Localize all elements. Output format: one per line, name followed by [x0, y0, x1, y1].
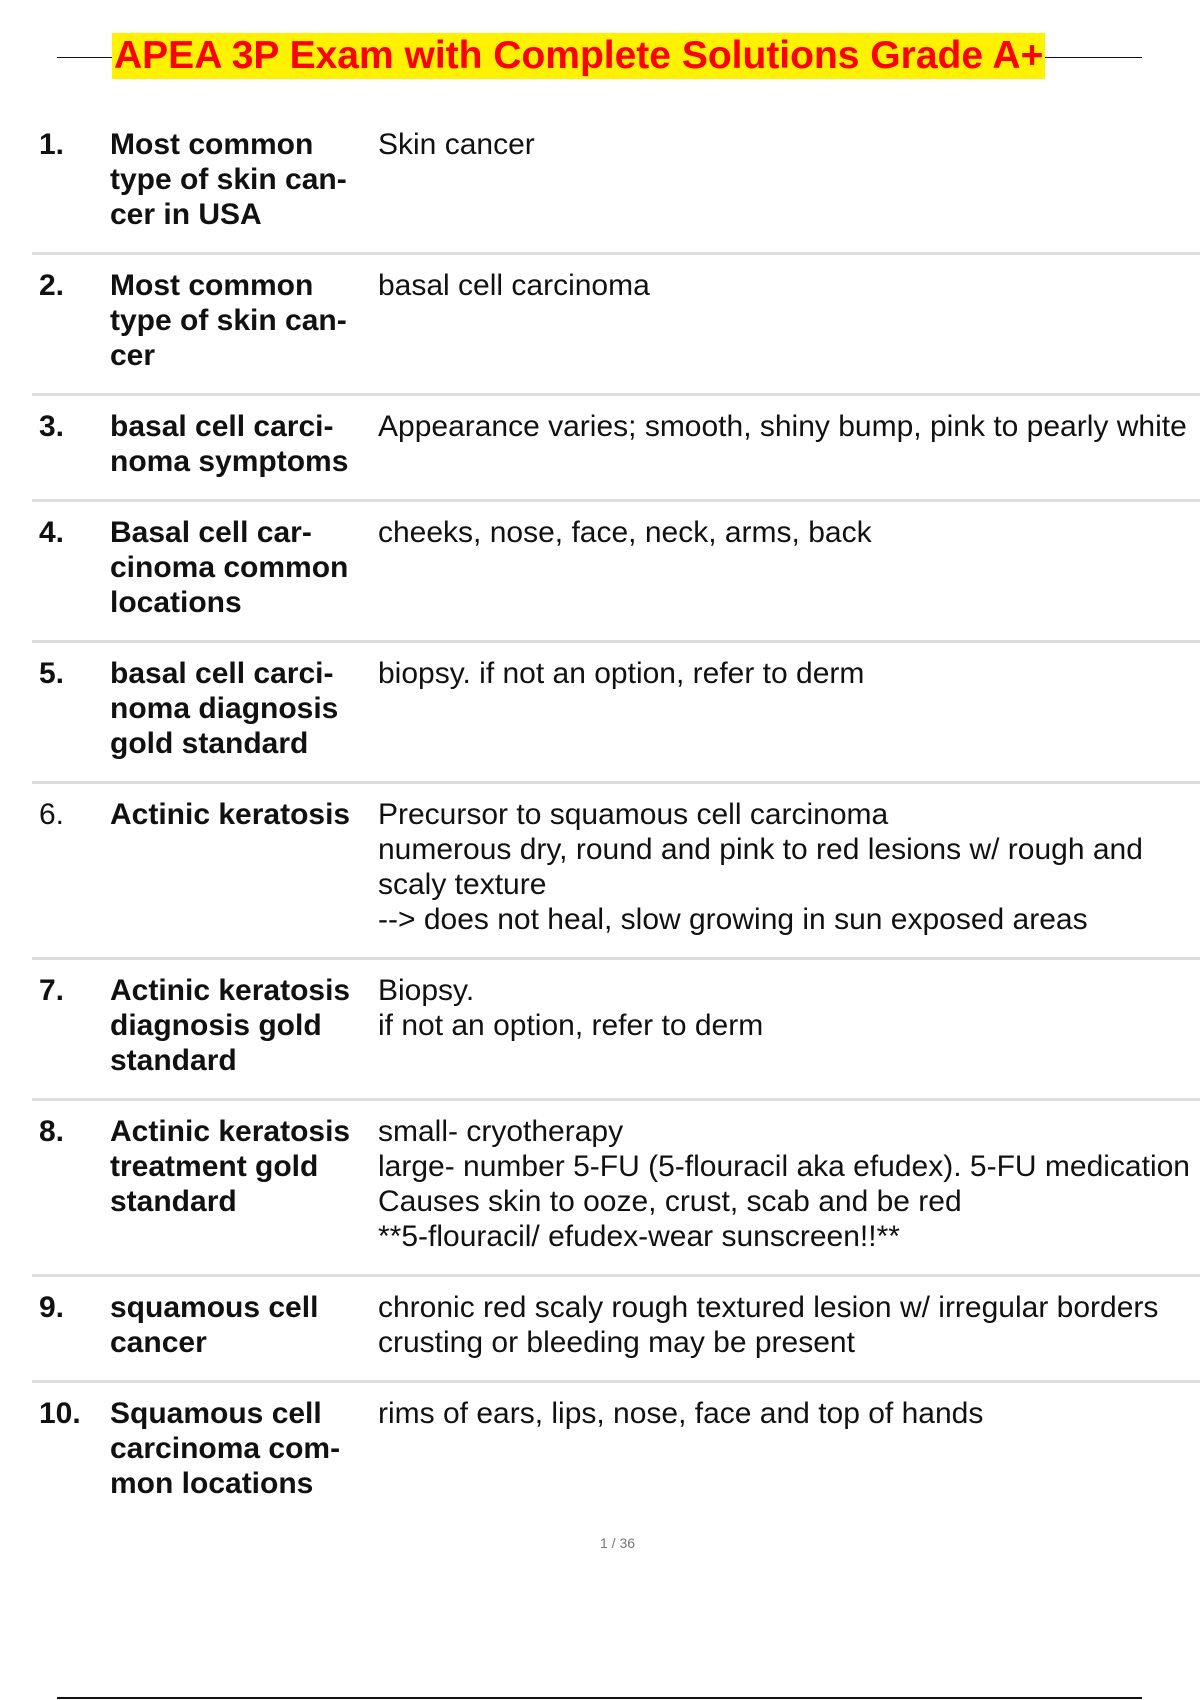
qa-item [32, 790, 1200, 960]
item-number: 1. [39, 128, 65, 161]
answer-line: crusting or bleeding may be present [378, 1326, 855, 1359]
answer-line: if not an option, refer to derm [378, 1009, 764, 1042]
qa-list [32, 120, 1200, 1527]
answer-line: basal cell carcinoma [378, 269, 650, 302]
item-answer [378, 515, 1200, 550]
item-number: 2. [39, 269, 65, 302]
item-answer [378, 797, 1200, 937]
qa-item [32, 261, 1200, 396]
document-title: APEA 3P Exam with Complete Solutions Grade A+ [114, 34, 1044, 77]
item-number: 5. [39, 657, 65, 690]
item-answer [378, 409, 1200, 444]
item-answer [378, 1290, 1200, 1360]
item-term: basal cell carcinoma symptoms [110, 410, 349, 478]
item-term: squamous cell cancer [110, 1291, 319, 1359]
answer-line: Biopsy. [378, 974, 475, 1007]
qa-item [32, 649, 1200, 784]
item-answer [378, 1114, 1200, 1254]
qa-item [32, 1283, 1200, 1383]
item-number: 6. [39, 798, 65, 831]
item-term: basal cell carcinoma diagnosis gold standard [110, 657, 339, 760]
item-answer [378, 127, 1200, 162]
item-answer [378, 656, 1200, 691]
item-term: Actinic keratosis [110, 798, 351, 831]
answer-line: biopsy. if not an option, refer to derm [378, 657, 865, 690]
item-number: 4. [39, 516, 65, 549]
answer-line: Appearance varies; smooth, shiny bump, pink to pearly white [378, 410, 1187, 443]
item-answer [378, 1396, 1200, 1431]
answer-line: **5-flouracil/ efudex-wear sunscreen!!** [378, 1220, 900, 1253]
document-header [57, 30, 1142, 82]
qa-item [32, 966, 1200, 1101]
footer-rule [57, 1697, 1142, 1699]
answer-line: --> does not heal, slow growing in sun exposed areas [378, 903, 1088, 936]
answer-line: rims of ears, lips, nose, face and top of hands [378, 1397, 984, 1430]
item-term: Most common type of skin cancer [110, 269, 347, 372]
qa-item [32, 508, 1200, 643]
item-term: Basal cell carcinoma common locations [110, 516, 349, 619]
answer-line: numerous dry, round and pink to red lesions w/ rough and scaly texture [378, 833, 1143, 901]
item-number: 3. [39, 410, 65, 443]
item-number: 7. [39, 974, 65, 1007]
qa-item [32, 402, 1200, 502]
item-number: 8. [39, 1115, 65, 1148]
item-answer [378, 973, 1200, 1043]
item-answer [378, 268, 1200, 303]
answer-line: Precursor to squamous cell carcinoma [378, 798, 889, 831]
item-term: Most common type of skin cancer in USA [110, 128, 347, 231]
qa-item [32, 1107, 1200, 1277]
item-term: Actinic keratosis treatment gold standard [110, 1115, 351, 1218]
page-indicator: 1 / 36 [599, 1535, 636, 1551]
qa-item [32, 120, 1200, 255]
answer-line: chronic red scaly rough textured lesion w/ irregular borders [378, 1291, 1159, 1324]
answer-line: large- number 5-FU (5-flouracil aka efudex). 5-FU medication Causes skin to ooze, crust, scab and be red [378, 1150, 1190, 1218]
answer-line: cheeks, nose, face, neck, arms, back [378, 516, 872, 549]
item-term: Squamous cell carcinoma common locations [110, 1397, 341, 1500]
item-number: 10. [39, 1397, 81, 1430]
item-term: Actinic keratosis diagnosis gold standard [110, 974, 351, 1077]
qa-item [32, 1389, 1200, 1521]
item-number: 9. [39, 1291, 65, 1324]
answer-line: small- cryotherapy [378, 1115, 624, 1148]
answer-line: Skin cancer [378, 128, 535, 161]
